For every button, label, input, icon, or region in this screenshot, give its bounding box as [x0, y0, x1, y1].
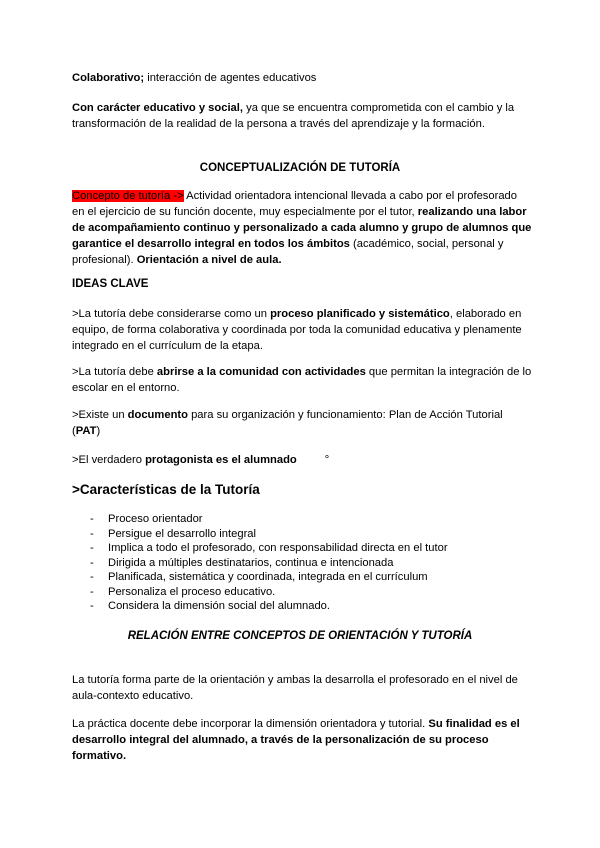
highlighted-label: Concepto de tutoría ->	[72, 190, 184, 202]
list-item	[90, 585, 448, 600]
text: para su organización y funcionamiento: Plan de Acción Tutorial (	[72, 409, 503, 437]
text: >La tutoría debe	[72, 366, 157, 378]
list-item	[90, 556, 448, 571]
text: que permitan la integración de lo escolar en el entorno.	[72, 366, 532, 394]
paragraph-idea-1	[72, 306, 532, 354]
dash-bullet: -	[90, 556, 94, 569]
paragraph-idea-2	[72, 364, 532, 396]
dash-bullet: -	[90, 542, 94, 554]
bold-text: PAT	[75, 425, 97, 437]
bold-text: realizando una labor de acompañamiento continuo y personalizado a cada alumno y grupo de alumnos que garantice el desarrollo integral en todos los ámbitos	[72, 206, 532, 250]
list-item	[90, 512, 448, 527]
bold-text: abrirse a la comunidad con actividades	[156, 366, 366, 378]
heading-caracteristicas: >Características de la Tutoría	[72, 482, 260, 497]
list-item-text: Considera la dimensión social del alumnado.	[108, 600, 331, 612]
heading-conceptualizacion: CONCEPTUALIZACIÓN DE TUTORÍA	[199, 162, 401, 174]
paragraph-relacion-2	[72, 716, 532, 764]
dash-bullet: -	[90, 600, 94, 612]
text: >La tutoría debe considerarse como un	[72, 308, 271, 320]
bold-text: documento	[127, 409, 188, 421]
dash-bullet: -	[90, 585, 94, 598]
text: La práctica docente debe incorporar la dimensión orientadora y tutorial.	[72, 718, 429, 730]
bold-text: proceso planificado y sistemático	[270, 308, 450, 320]
paragraph-caracter-educativo	[72, 100, 532, 132]
bold-text: Orientación a nivel de aula.	[136, 254, 282, 266]
text: >Existe un	[72, 409, 128, 421]
list-item-text: Proceso orientador	[108, 513, 203, 525]
text: )	[96, 425, 101, 437]
list-item-text: Implica a todo el profesorado, con responsabilidad directa en el tutor	[108, 542, 448, 554]
list-item	[90, 599, 448, 614]
bold-text: Con carácter educativo y social,	[72, 102, 243, 114]
paragraph-concepto-tutoria	[72, 188, 532, 268]
list-item	[90, 570, 448, 585]
caracteristicas-list	[90, 512, 448, 614]
text: Actividad orientadora intencional llevada a cabo por el profesorado en el ejercicio de su función docente, muy especialmente por el tutor,	[72, 190, 517, 218]
paragraph-idea-3	[72, 407, 532, 439]
text: >El verdadero	[72, 454, 146, 466]
text: , elaborado en equipo, de forma colaborativa y coordinada por toda la comunidad educativa y plenamente integrado en el currículum de la etapa.	[72, 308, 522, 352]
list-item-text: Personaliza el proceso educativo.	[108, 585, 276, 598]
dash-bullet: -	[90, 513, 94, 525]
bold-text: protagonista es el alumnado	[145, 454, 297, 466]
heading-ideas-clave: IDEAS CLAVE	[72, 278, 149, 290]
dash-bullet: -	[90, 571, 94, 583]
text: interacción de agentes educativos	[144, 72, 317, 84]
text: (académico, social, personal y profesional).	[72, 238, 504, 266]
paragraph-idea-4	[72, 452, 532, 468]
list-item-text: Planificada, sistemática y coordinada, integrada en el currículum	[108, 571, 428, 583]
bold-text: Colaborativo;	[72, 72, 145, 84]
degree-mark: °	[324, 454, 330, 466]
paragraph-colaborativo	[72, 70, 532, 86]
list-item-text: Dirigida a múltiples destinatarios, continua e intencionada	[108, 556, 394, 569]
dash-bullet: -	[90, 527, 94, 540]
heading-relacion-conceptos: RELACIÓN ENTRE CONCEPTOS DE ORIENTACIÓN Y TUTORÍA	[127, 630, 473, 642]
list-item	[90, 541, 448, 556]
paragraph-relacion-1: La tutoría forma parte de la orientación y ambas la desarrolla el profesorado en el nivel de aula-contexto educativo.	[72, 674, 518, 702]
list-item-text: Persigue el desarrollo integral	[108, 527, 257, 540]
list-item	[90, 527, 448, 542]
bold-text: Su finalidad es el desarrollo integral del alumnado, a través de la personalización de su proceso formativo.	[72, 718, 520, 762]
text: ya que se encuentra comprometida con el cambio y la transformación de la realidad de la persona a través del aprendizaje y la formación.	[72, 102, 515, 130]
